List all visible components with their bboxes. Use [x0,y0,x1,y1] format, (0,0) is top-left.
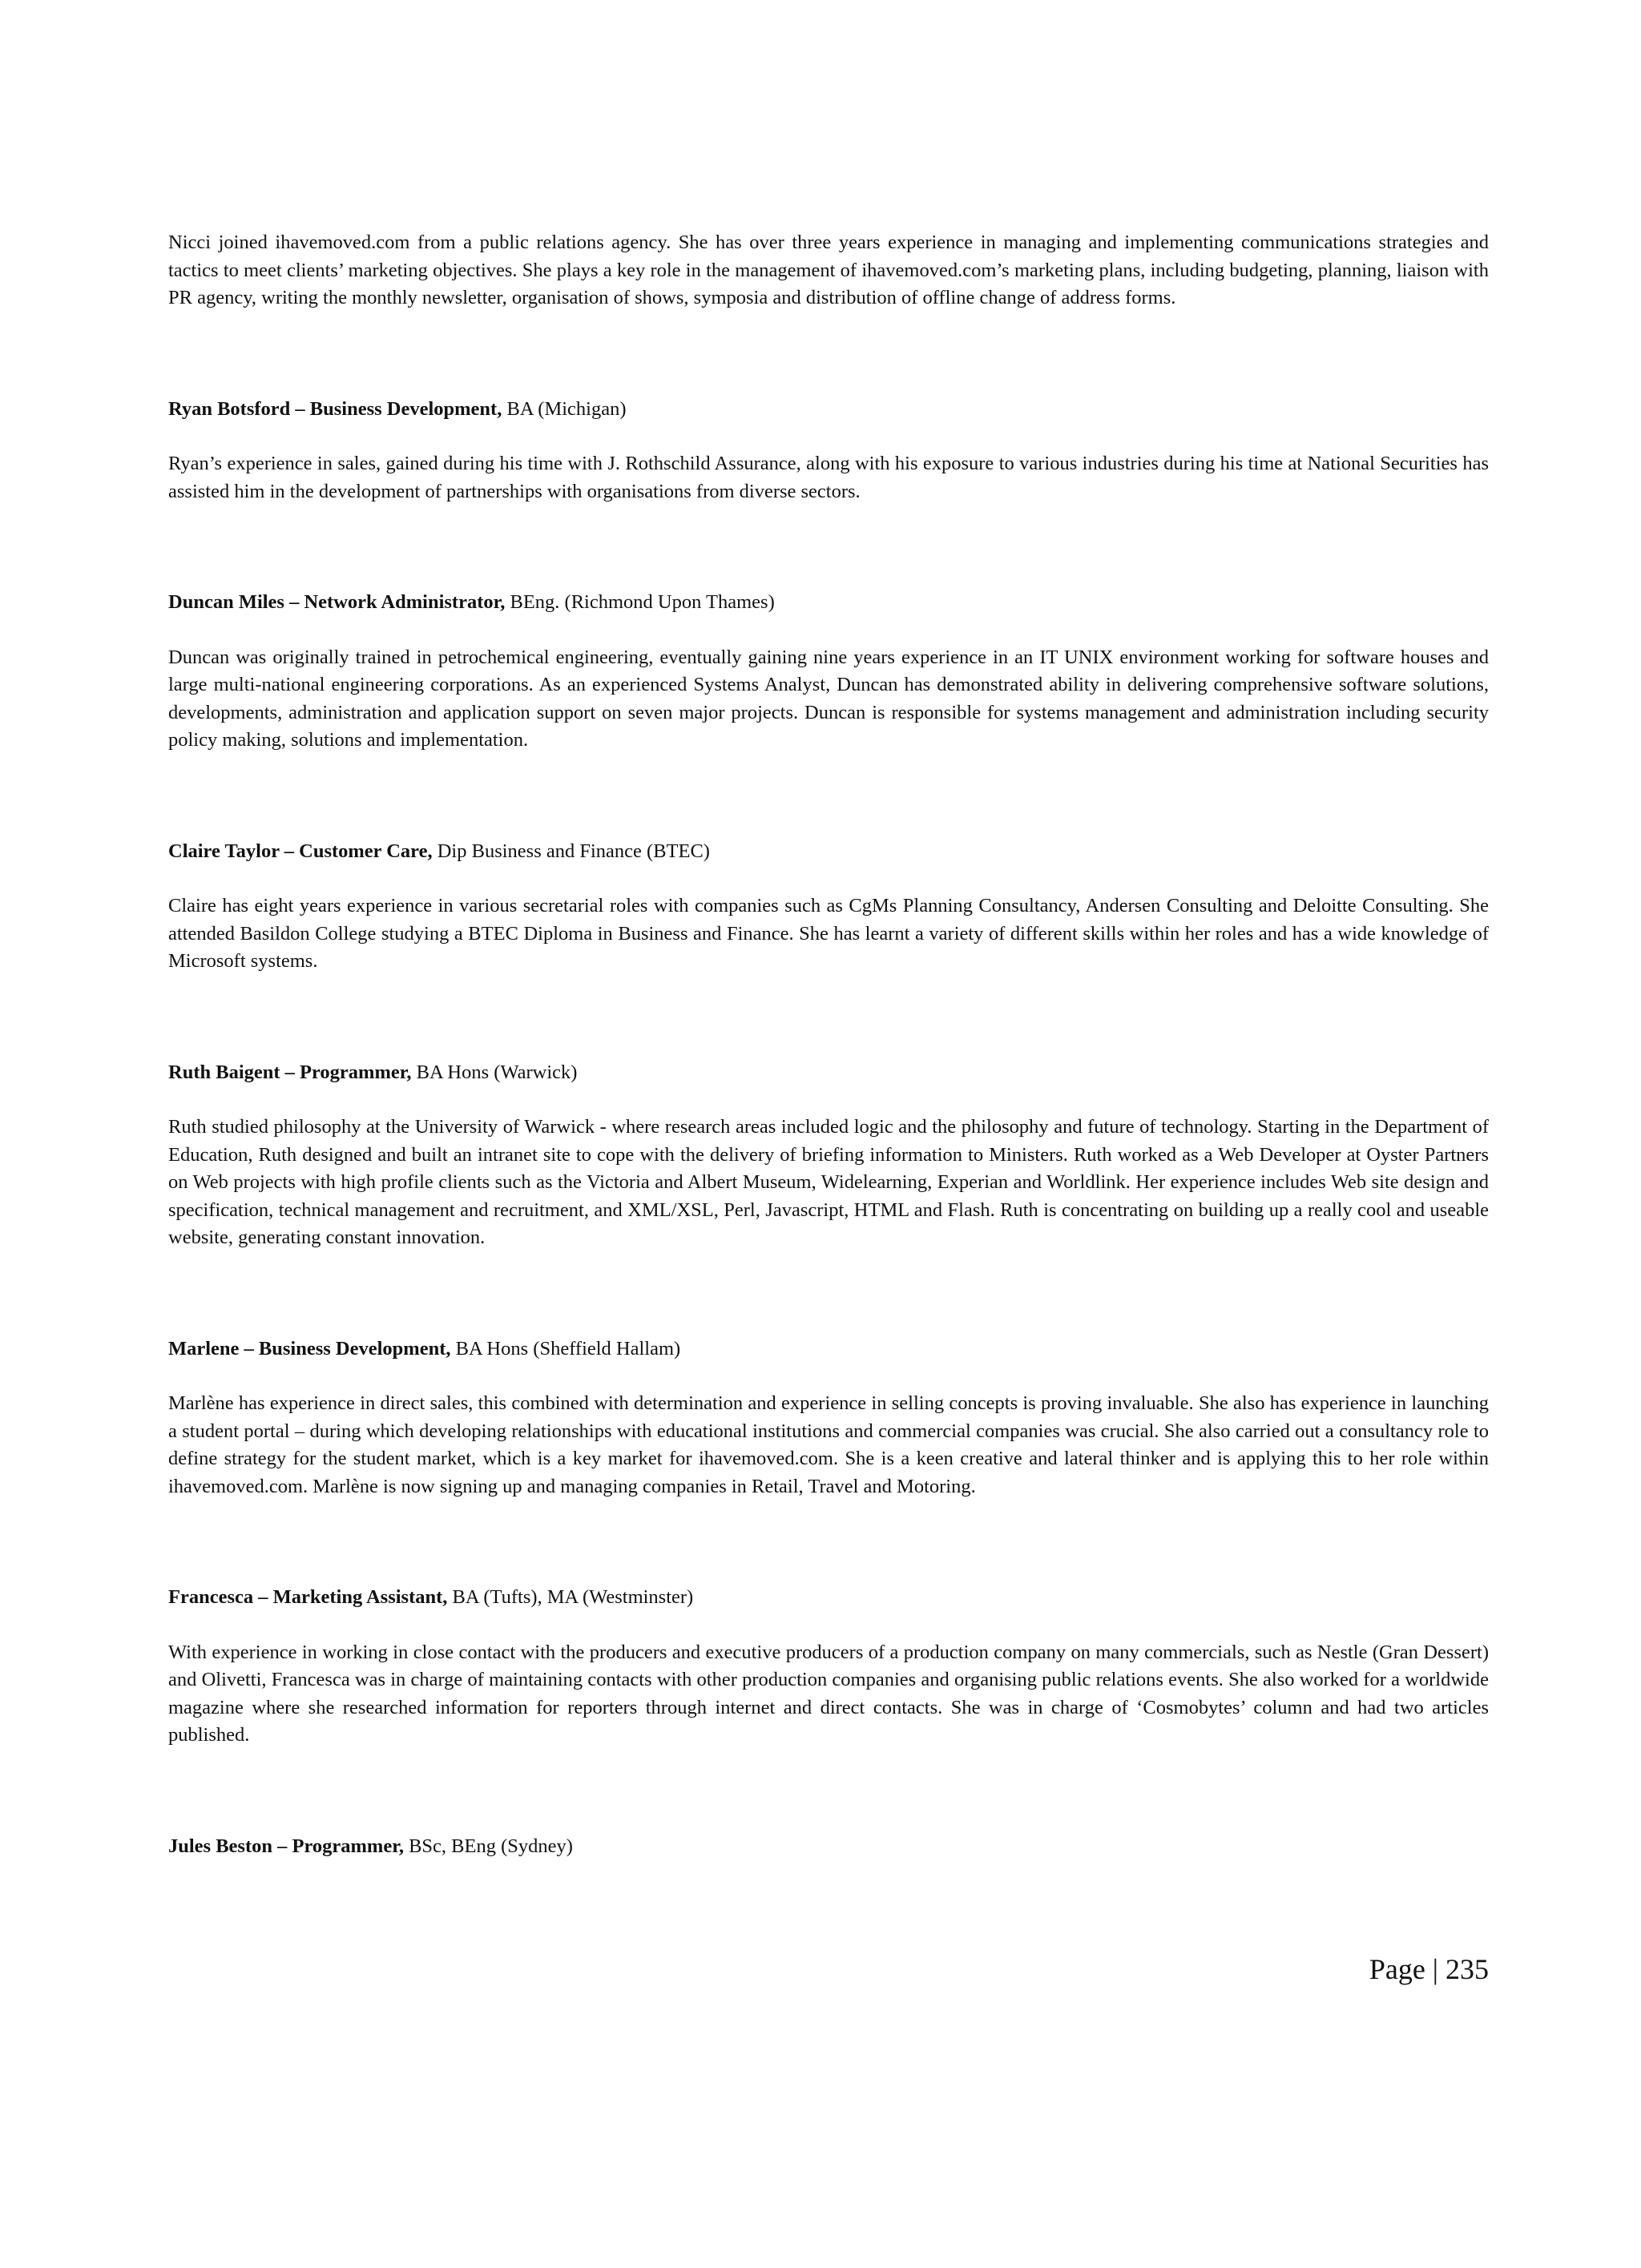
profile-qualification: BSc, BEng (Sydney) [403,1835,573,1857]
profile-qualification: BA (Michigan) [502,397,627,420]
profile-section [168,589,1489,755]
profile-bio: Ryan’s experience in sales, gained during his time with J. Rothschild Assurance, along with his exposure to various industries during his time at National Securities has assisted him in the development of partnerships with organisations from diverse sectors. [168,453,1489,502]
profile-heading [168,1059,1489,1087]
profile-heading [168,1584,1489,1612]
intro-paragraph: Nicci joined ihavemoved.com from a public relations agency. She has over three years experience in managing and implementing communications strategies and tactics to meet clients’ marketing objectives. She plays a key role in the management of ihavemoved.com’s marketing plans, including budgeting, planning, liaison with PR agency, writing the monthly newsletter, organisation of shows, symposia and distribution of offline change of address forms. [168,232,1489,308]
profile-bio: With experience in working in close contact with the producers and executive producers of a production company on many commercials, such as Nestle (Gran Dessert) and Olivetti, Francesca was in charge of maintaining contacts with other production companies and organising public relations events. She also worked for a worldwide magazine where she researched information for reporters through internet and direct contacts. She was in charge of ‘Cosmobytes’ column and had two articles published. [168,1641,1489,1746]
profile-qualification: Dip Business and Finance (BTEC) [432,840,710,862]
profile-name-role: Claire Taylor – Customer Care, [168,840,433,862]
profile-name-role: Francesca – Marketing Assistant, [168,1586,448,1608]
profile-qualification: BA Hons (Warwick) [411,1061,578,1083]
profile-name-role: Duncan Miles – Network Administrator, [168,591,506,613]
profile-heading [168,1833,1489,1861]
profile-heading [168,589,1489,617]
profile-heading [168,396,1489,424]
profile-section [168,1335,1489,1501]
profile-name-role: Ryan Botsford – Business Development, [168,397,502,420]
page-number: Page | 235 [1369,1953,1489,1985]
profile-bio: Duncan was originally trained in petrochemical engineering, eventually gaining nine years experience in an IT UNIX environment working for software houses and large multi-national engineering corporations. As an experienced Systems Analyst, Duncan has demonstrated ability in delivering comprehensive software solutions, developments, administration and application support on seven major projects. Duncan is responsible for systems management and administration including security policy making, solutions and implementation. [168,646,1489,751]
profile-heading [168,1335,1489,1364]
profile-name-role: Ruth Baigent – Programmer, [168,1061,412,1083]
profile-bio: Claire has eight years experience in various secretarial roles with companies such as CgMs Planning Consultancy, Andersen Consulting and Deloitte Consulting. She attended Basildon College studying a BTEC Diploma in Business and Finance. She has learnt a variety of different skills within her roles and has a wide knowledge of Microsoft systems. [168,895,1489,972]
profile-qualification: BA (Tufts), MA (Westminster) [447,1586,694,1608]
profile-section [168,1584,1489,1750]
page-content [168,229,1489,1887]
profile-name-role: Marlene – Business Development, [168,1337,451,1360]
profile-heading [168,838,1489,866]
profile-bio: Marlène has experience in direct sales, this combined with determination and experience in selling concepts is proving invaluable. She also has experience in launching a student portal – during which developing relationships with educational institutions and commercial companies was crucial. She also carried out a consultancy role to define strategy for the student market, which is a key market for ihavemoved.com. She is a keen creative and lateral thinker and is applying this to her role within ihavemoved.com. Marlène is now signing up and managing companies in Retail, Travel and Motoring. [168,1392,1489,1497]
profile-section [168,1833,1489,1861]
profile-section [168,838,1489,976]
profile-section [168,396,1489,506]
profile-qualification: BEng. (Richmond Upon Thames) [505,591,775,613]
profile-name-role: Jules Beston – Programmer, [168,1835,404,1857]
profile-bio: Ruth studied philosophy at the University of Warwick - where research areas included logic and the philosophy and future of technology. Starting in the Department of Education, Ruth designed and built an intranet site to cope with the delivery of briefing information to Ministers. Ruth worked as a Web Developer at Oyster Partners on Web projects with high profile clients such as the Victoria and Albert Museum, Widelearning, Experian and Worldlink. Her experience includes Web site design and specification, technical management and recruitment, and XML/XSL, Perl, Javascript, HTML and Flash. Ruth is concentrating on building up a really cool and useable website, generating constant innovation. [168,1116,1489,1248]
profile-qualification: BA Hons (Sheffield Hallam) [450,1337,681,1360]
profile-section [168,1059,1489,1252]
